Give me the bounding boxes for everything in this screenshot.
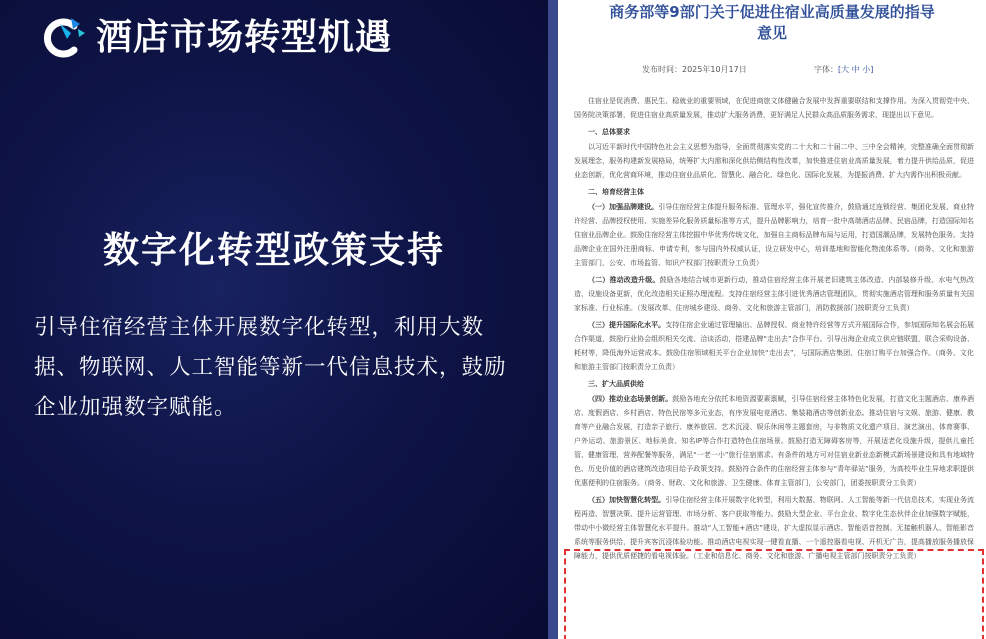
paragraph-1 <box>574 200 974 270</box>
panel-divider <box>548 0 558 639</box>
paragraph-4-text: 鼓励各地充分依托本地资源要素禀赋，引导住宿经营主体特色化发展，打造文化主题酒店、康养酒店、度假酒店、乡村酒店、特色民宿等多元业态，有序发展电竞酒店、集装箱酒店等创新业态。推动住宿与文娱、旅游、健康、教育等产业融合发展，打造亲子旅行、康养旅居、艺术沉浸、娱乐休闲等主题套房，与非物质文化遗产项目、演艺演出、体育赛事、户外运动、旅游景区、地标美食、知名IP等合作打造特色住宿场景。鼓励打造无障碍客房等，开展适老化设施升级，提供儿童托管、健康管理、营养配餐等服务，满足“一老一小”旅行住宿需求。有条件的地方可对住宿业新业态新模式新场景建设和具有地域特色、历史价值的酒店建筑改造项目给予政策支持。鼓励符合条件的住宿经营主体参与“青年驿站”服务，为高校毕业生异地求职提供优惠便利的住宿服务。（商务、财政、文化和旅游、卫生健康、体育主管部门，公安部门，团委按职责分工负责） <box>574 395 975 487</box>
paragraph-4-lead: （四）推动业态场景创新。 <box>588 395 673 403</box>
paragraph-3-lead: （三）提升国际化水平。 <box>588 321 666 329</box>
brand-title: 酒店市场转型机遇 <box>96 17 393 58</box>
document-body <box>574 94 974 566</box>
document-panel <box>558 0 986 639</box>
slide-heading: 数字化转型政策支持 <box>102 230 445 271</box>
font-size-control <box>814 64 873 75</box>
brand-header <box>40 14 392 62</box>
paragraph-1-text: 引导住宿经营主体提升服务标准、管理水平，强化宣传推介，鼓励通过连锁经营、集团化发展、商业特许经营、品牌授权使用、实施差异化服务质量标准等方式，提升品牌影响力，培育一批中高端酒店品牌、民宿品牌，打造国际知名住宿业品牌企业。鼓励住宿经营主体挖掘中华优秀传统文化，加强自主商标品牌布局与运用，打造国潮品牌，发展特色服务。支持品牌企业在国外注册商标、申请专利，参与国内外权威认证，设立研发中心，培训基地和智能化物流体系等。（商务、文化和旅游主管部门，公安、市场监管、知识产权部门按职责分工负责） <box>574 203 975 267</box>
paragraph-2-text: 鼓励各地结合城市更新行动，推动住宿经营主体开展老旧建筑主体改造、内部装修升级、水电气热改造、设施设备更新，优化改造相关证照办理流程。支持住宿经营主体引进优秀酒店管理团队，贯彻实施酒店管理和服务质量有关国家标准、行业标准。（发展改革、住房城乡建设、商务、文化和旅游主管部门，消防救援部门按职责分工负责） <box>574 276 975 312</box>
paragraph-5 <box>574 493 974 563</box>
paragraph-4 <box>574 392 974 490</box>
section-heading-2: 二、培育经营主体 <box>588 188 644 196</box>
publish-date: 发布时间：2025年10月17日 <box>642 65 747 74</box>
paragraph-2-lead: （二）推动改造升级。 <box>588 276 660 284</box>
slide-body-text: 引导住宿经营主体开展数字化转型，利用大数据、物联网、人工智能等新一代信息技术，鼓励企业加强数字赋能。 <box>34 315 507 420</box>
paragraph-2 <box>574 273 974 315</box>
document-title-line-1: 商务部等9部门关于促进住宿业高质量发展的指导 <box>609 3 935 21</box>
paragraph-5-text: 引导住宿经营主体开展数字化转型，利用大数据、物联网、人工智能等新一代信息技术，实现业务流程再造、智慧决策、提升运营管理、市场分析、客户获取等能力。鼓励大型企业、平台企业、数字化生态伙伴企业加强数字赋能，带动中小微经营主体智慧化水平提升。推动“人工智能+酒店”建设，扩大虚拟显示酒店、智能语音控制、无接触机器人、智能影音系统等服务供给，提升宾客沉浸体验功能。推动酒店电视实现一键看直播、一个遥控器看电视、开机无广告，提高播放服务播放保障能力，提供优质便捷的看电视体验。（工业和信息化、商务、文化和旅游、广播电视主管部门按职责分工负责） <box>574 496 975 560</box>
section-body-1: 以习近平新时代中国特色社会主义思想为指导，全面贯彻落实党的二十大和二十届二中、三中全会精神，完整准确全面贯彻新发展理念，服务构建新发展格局，统筹扩大内需和深化供给侧结构性改革，加快推进住宿业高质量发展，着力提升供给品质，促进业态创新，优化营商环境，推动住宿业品质化、智慧化、融合化、绿色化、国际化发展，为提振消费、扩大内需作出积极贡献。 <box>574 143 974 179</box>
paragraph-1-lead: （一）加强品牌建设。 <box>588 203 659 211</box>
c-logo-icon <box>40 14 88 62</box>
section-heading-1: 一、总体要求 <box>588 128 630 136</box>
document-title-line-2: 意见 <box>756 24 787 42</box>
font-size-label: 字体： <box>814 65 838 74</box>
document-title <box>558 2 986 44</box>
paragraph-3-text: 支持住宿企业通过管理输出、品牌授权、商业特许经营等方式开展国际合作，参加国际知名展会拓展合作渠道，鼓励行业协会组织相关交流、洽谈活动，搭建品牌“走出去”合作平台。引导出海企业成立供应链联盟，联合采购设备、耗材等，降低海外运营成本。鼓励住宿领域相关平台企业加快“走出去”，与国际酒店集团、住宿订购平台加强合作。（商务、文化和旅游主管部门按职责分工负责） <box>574 321 975 371</box>
section-heading-3: 三、扩大品质供给 <box>588 380 644 388</box>
document-intro: 住宿业是促消费、惠民生、稳就业的重要领域，在促进商旅文体健融合发展中发挥重要联结和支撑作用。为深入贯彻党中央、国务院决策部署，促进住宿业高质量发展，推动扩大服务消费，更好满足人民群众高品质服务需求，现提出以下意见。 <box>574 97 974 119</box>
paragraph-5-lead: （五）加快智慧化转型。 <box>588 496 666 504</box>
paragraph-3 <box>574 318 974 374</box>
font-size-options[interactable]: [大 中 小] <box>838 65 874 74</box>
